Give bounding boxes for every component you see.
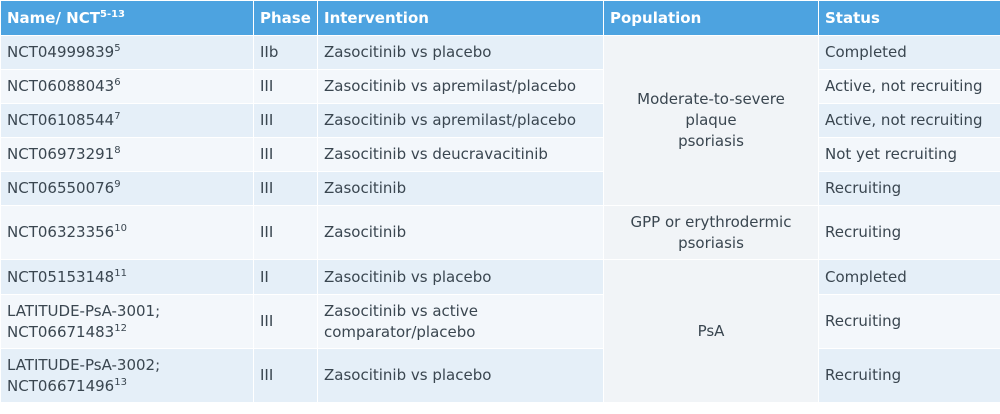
cell-intervention: Zasocitinib <box>318 172 604 206</box>
cell-phase: IIb <box>254 36 318 70</box>
cell-intervention: Zasocitinib vs apremilast/placebo <box>318 104 604 138</box>
cell-intervention: Zasocitinib vs deucravacitinib <box>318 138 604 172</box>
table-row <box>1 172 1000 206</box>
cell-intervention: Zasocitinib vs active comparator/placebo <box>318 295 604 349</box>
cell-phase: II <box>254 260 318 295</box>
header-name-sup: 5-13 <box>99 8 126 20</box>
cell-status: Not yet recruiting <box>819 138 1000 172</box>
cell-name: LATITUDE-PsA-3002; NCT06671496$^{13}$ <box>1 349 254 403</box>
cell-phase: III <box>254 70 318 104</box>
table-row <box>1 70 1000 104</box>
header-intervention: Intervention <box>318 1 604 36</box>
cell-intervention: Zasocitinib vs placebo <box>318 260 604 295</box>
table-row <box>1 260 1000 295</box>
table-header-row <box>1 1 1000 36</box>
cell-name: NCT06088043$^6$ <box>1 70 254 104</box>
header-phase: Phase <box>254 1 318 36</box>
header-name-nct: Name/ NCT$^{5-13}$ <box>1 1 254 36</box>
cell-status: Completed <box>819 260 1000 295</box>
cell-phase: III <box>254 104 318 138</box>
table-row <box>1 138 1000 172</box>
header-status: Status <box>819 1 1000 36</box>
cell-status: Recruiting <box>819 172 1000 206</box>
cell-name: NCT06108544$^7$ <box>1 104 254 138</box>
cell-name: NCT04999839$^5$ <box>1 36 254 70</box>
table-row <box>1 104 1000 138</box>
cell-phase: III <box>254 206 318 260</box>
cell-name: NCT06323356$^{10}$ <box>1 206 254 260</box>
cell-phase: III <box>254 172 318 206</box>
cell-status: Recruiting <box>819 349 1000 403</box>
table-row <box>1 295 1000 349</box>
cell-status: Recruiting <box>819 206 1000 260</box>
cell-phase: III <box>254 349 318 403</box>
cell-intervention: Zasocitinib vs placebo <box>318 349 604 403</box>
cell-population-plaque: Moderate-to-severe plaque psoriasis <box>604 36 819 206</box>
cell-status: Active, not recruiting <box>819 104 1000 138</box>
cell-population-psa: PsA <box>604 260 819 403</box>
cell-name: NCT05153148$^{11}$ <box>1 260 254 295</box>
header-population: Population <box>604 1 819 36</box>
cell-name: NCT06550076$^9$ <box>1 172 254 206</box>
cell-status: Recruiting <box>819 295 1000 349</box>
cell-intervention: Zasocitinib vs placebo <box>318 36 604 70</box>
table-row <box>1 206 1000 260</box>
cell-phase: III <box>254 295 318 349</box>
cell-status: Active, not recruiting <box>819 70 1000 104</box>
cell-intervention: Zasocitinib <box>318 206 604 260</box>
cell-intervention: Zasocitinib vs apremilast/placebo <box>318 70 604 104</box>
table-row <box>1 349 1000 403</box>
table-row <box>1 36 1000 70</box>
cell-population-gpp: GPP or erythrodermic psoriasis <box>604 206 819 260</box>
cell-name: LATITUDE-PsA-3001; NCT06671483$^{12}$ <box>1 295 254 349</box>
cell-status: Completed <box>819 36 1000 70</box>
cell-phase: III <box>254 138 318 172</box>
cell-name: NCT06973291$^8$ <box>1 138 254 172</box>
